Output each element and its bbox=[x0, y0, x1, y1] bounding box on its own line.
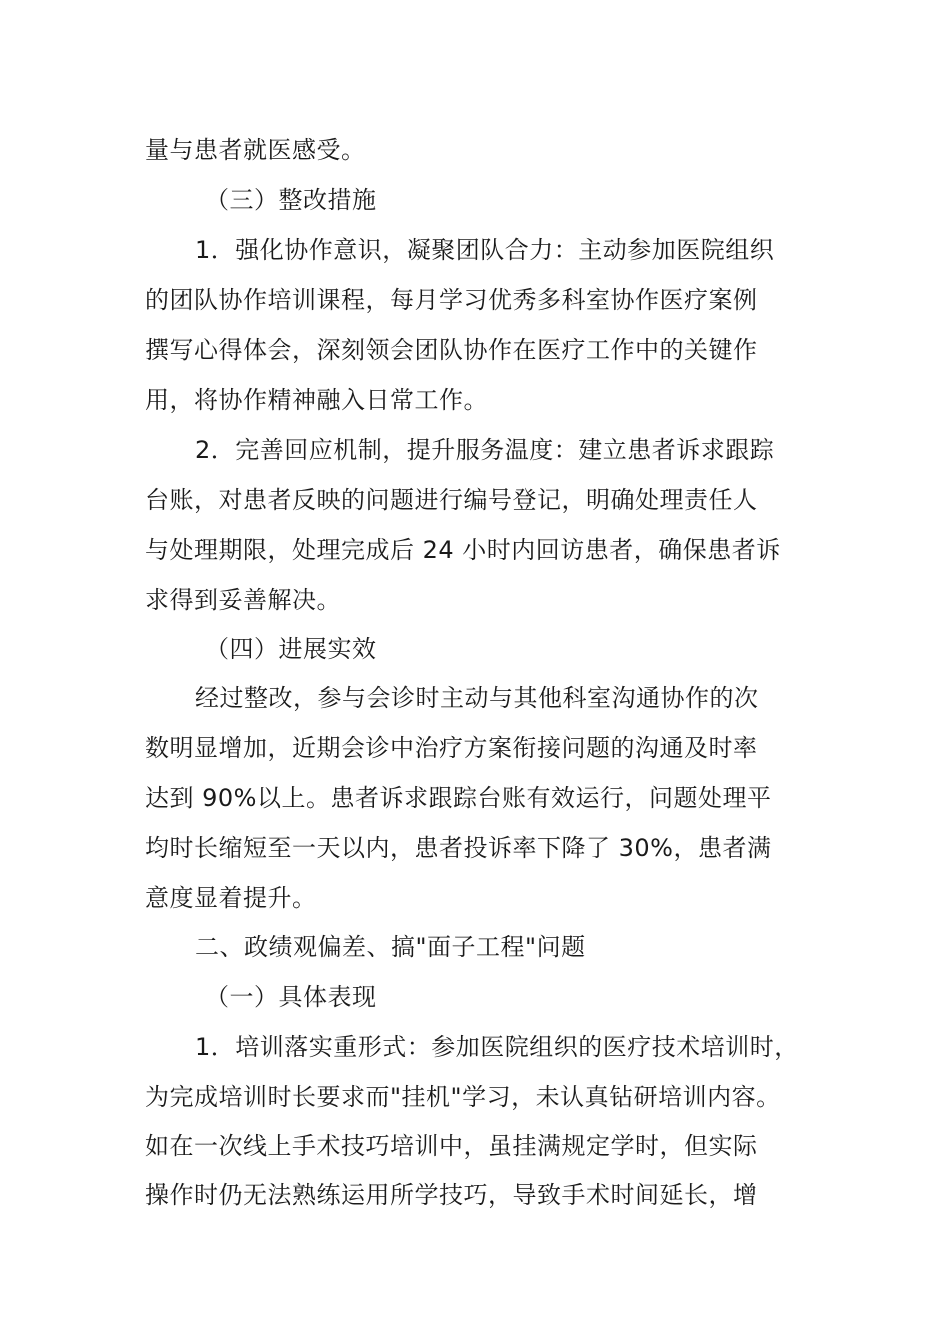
section-heading: （四）进展实效 bbox=[205, 635, 377, 663]
chapter-heading: 二、政绩观偏差、搞"面子工程"问题 bbox=[195, 933, 586, 961]
paragraph-line: 达到 90%以上。患者诉求跟踪台账有效运行，问题处理平 bbox=[145, 784, 772, 812]
paragraph-line: 如在一次线上手术技巧培训中，虽挂满规定学时，但实际 bbox=[145, 1132, 758, 1160]
paragraph-line: 量与患者就医感受。 bbox=[145, 136, 366, 164]
paragraph-line: 意度显着提升。 bbox=[145, 884, 317, 912]
paragraph-line: 经过整改，参与会诊时主动与其他科室沟通协作的次 bbox=[195, 684, 759, 712]
section-heading: （三）整改措施 bbox=[205, 186, 377, 214]
paragraph-line: 撰写心得体会，深刻领会团队协作在医疗工作中的关键作 bbox=[145, 336, 758, 364]
paragraph-line: 求得到妥善解决。 bbox=[145, 586, 341, 614]
paragraph-line: 操作时仍无法熟练运用所学技巧，导致手术时间延长，增 bbox=[145, 1181, 758, 1209]
paragraph-line: 的团队协作培训课程，每月学习优秀多科室协作医疗案例 bbox=[145, 286, 758, 314]
paragraph-line: 2．完善回应机制，提升服务温度：建立患者诉求跟踪 bbox=[195, 436, 775, 464]
paragraph-line: 1．培训落实重形式：参加医院组织的医疗技术培训时， bbox=[195, 1033, 799, 1061]
paragraph-line: 用，将协作精神融入日常工作。 bbox=[145, 386, 488, 414]
paragraph-line: 均时长缩短至一天以内，患者投诉率下降了 30%，患者满 bbox=[145, 834, 772, 862]
paragraph-line: 为完成培训时长要求而"挂机"学习，未认真钻研培训内容。 bbox=[145, 1083, 781, 1111]
paragraph-line: 数明显增加，近期会诊中治疗方案衔接问题的沟通及时率 bbox=[145, 734, 758, 762]
paragraph-line: 台账，对患者反映的问题进行编号登记，明确处理责任人 bbox=[145, 486, 758, 514]
paragraph-line: 与处理期限，处理完成后 24 小时内回访患者，确保患者诉 bbox=[145, 536, 781, 564]
paragraph-line: 1．强化协作意识，凝聚团队合力：主动参加医院组织 bbox=[195, 236, 775, 264]
section-heading: （一）具体表现 bbox=[205, 983, 377, 1011]
